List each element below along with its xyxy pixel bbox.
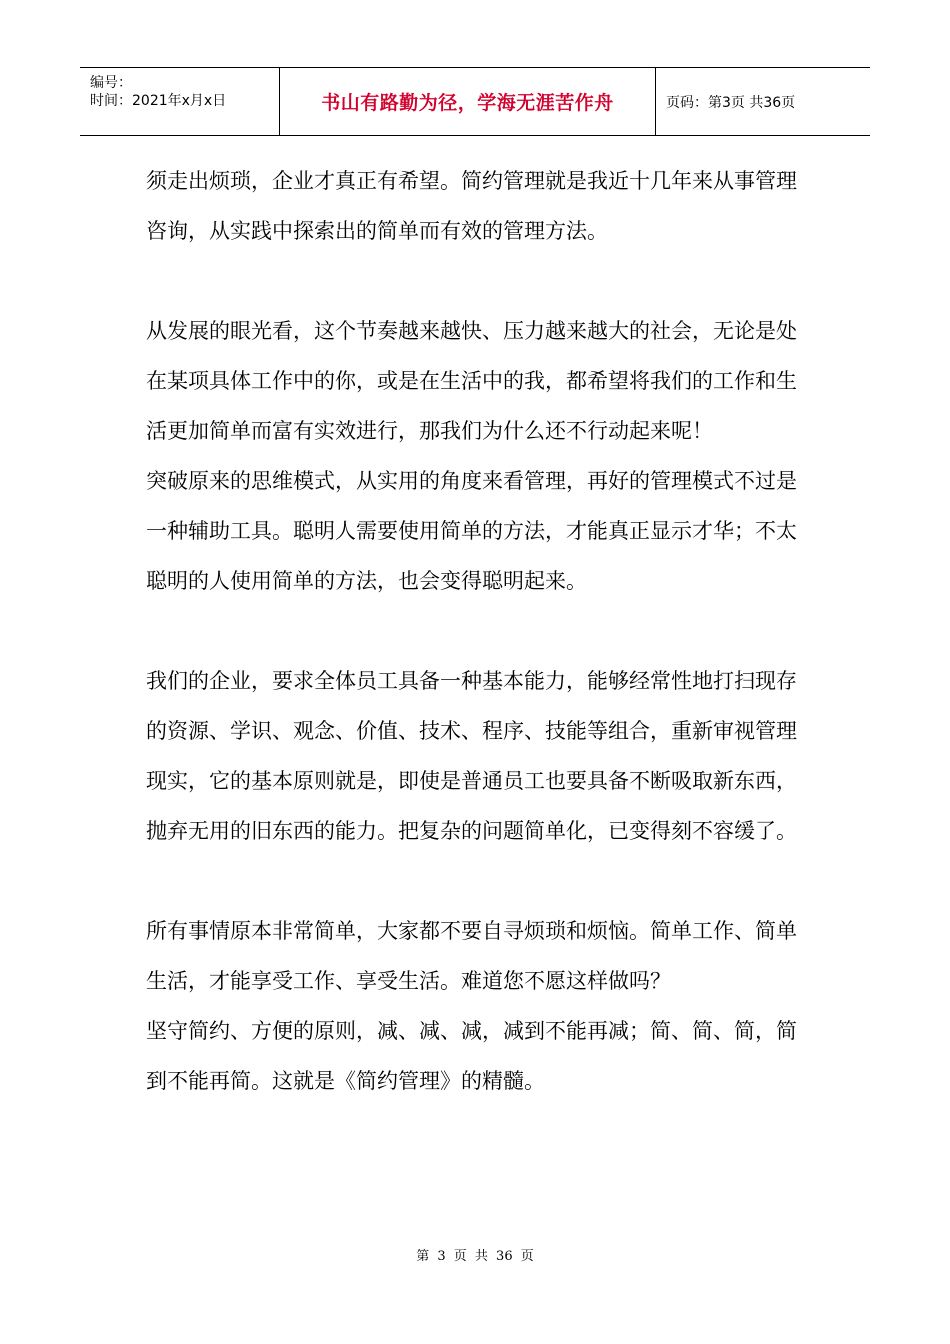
- document-time-label: 时间：2021年x月x日: [90, 93, 227, 109]
- body-paragraph: 须走出烦琐，企业才真正有希望。简约管理就是我近十几年来从事管理咨询，从实践中探索出的简单而有效的管理方法。: [146, 169, 797, 243]
- body-paragraph: 所有事情原本非常简单，大家都不要自寻烦琐和烦恼。简单工作、简单生活，才能享受工作、享受生活。难道您不愿这样做吗？: [146, 919, 797, 993]
- body-paragraph: 从发展的眼光看，这个节奏越来越快、压力越来越大的社会，无论是处在某项具体工作中的你，或是在生活中的我，都希望将我们的工作和生活更加简单而富有实效进行，那我们为什么还不行动起来呢！: [146, 319, 797, 443]
- header-motto: 书山有路勤为径，学海无涯苦作舟: [280, 68, 656, 135]
- header-meta-cell: [80, 68, 280, 135]
- document-body: [146, 156, 808, 1106]
- body-paragraph: 突破原来的思维模式，从实用的角度来看管理，再好的管理模式不过是一种辅助工具。聪明人需要使用简单的方法，才能真正显示才华；不太聪明的人使用简单的方法，也会变得聪明起来。: [146, 469, 797, 593]
- document-header: [80, 67, 870, 136]
- body-paragraph: 我们的企业，要求全体员工具备一种基本能力，能够经常性地打扫现存的资源、学识、观念、价值、技术、程序、技能等组合，重新审视管理现实，它的基本原则就是，即使是普通员工也要具备不断吸取新东西，抛弃无用的旧东西的能力。把复杂的问题简单化，已变得刻不容缓了。: [146, 669, 797, 843]
- paragraph-spacer: [146, 856, 808, 906]
- paragraph-spacer: [146, 256, 808, 306]
- document-number-label: 编号：: [90, 75, 132, 91]
- body-paragraph: 坚守简约、方便的原则，减、减、减，减到不能再减；简、简、简，简到不能再简。这就是《简约管理》的精髓。: [146, 1019, 797, 1093]
- page-footer: 第 3 页 共 36 页: [416, 1249, 534, 1264]
- header-page-info: 页码：第3页 共36页: [666, 94, 796, 111]
- paragraph-spacer: [146, 606, 808, 656]
